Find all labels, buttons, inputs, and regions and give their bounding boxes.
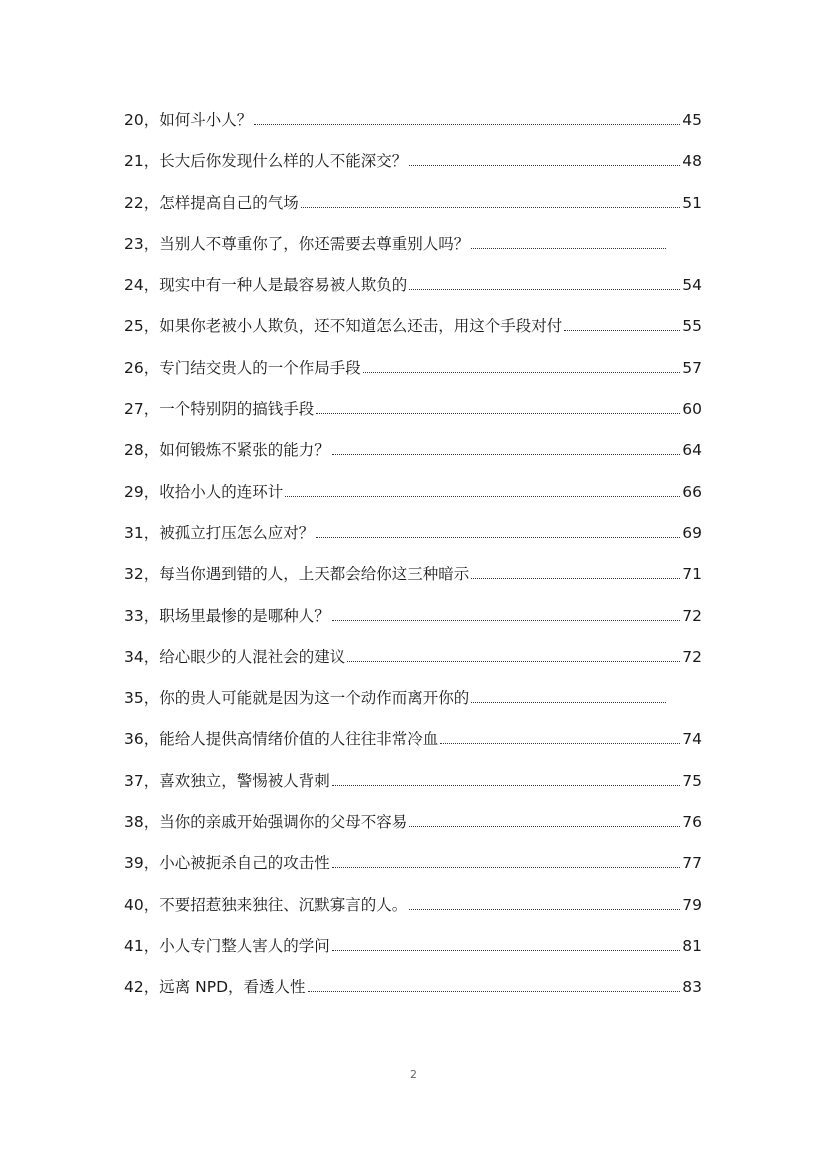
toc-entry-title: 42，远离 NPD，看透人性: [124, 978, 306, 997]
dot-leader: [254, 124, 680, 125]
toc-entry-page: 75: [682, 771, 702, 790]
toc-entry-page: 66: [682, 482, 702, 501]
dot-leader: [316, 413, 680, 414]
toc-entry-title: 37，喜欢独立，警惕被人背刺: [124, 771, 330, 790]
toc-entry-title: 21，长大后你发现什么样的人不能深交？: [124, 152, 408, 171]
toc-entry[interactable]: [124, 893, 702, 934]
toc-entry[interactable]: [124, 604, 702, 645]
dot-leader: [471, 248, 666, 249]
toc-entry-title: 20，如何斗小人？: [124, 111, 253, 129]
toc-entry-title: 41，小人专门整人害人的学问: [124, 936, 330, 955]
dot-leader: [285, 496, 680, 497]
toc-entry-title: 36，能给人提供高情绪价值的人往往非常冷血: [124, 730, 439, 749]
toc-entry-page: 77: [682, 854, 702, 873]
toc-entry-title: 28，如何锻炼不紧张的能力？: [124, 441, 330, 460]
toc-entry[interactable]: [124, 810, 702, 851]
dot-leader: [440, 743, 680, 744]
dot-leader: [347, 661, 680, 662]
toc-entry[interactable]: [124, 562, 702, 603]
toc-entry-title: 24，现实中有一种人是最容易被人欺负的: [124, 276, 408, 295]
dot-leader: [471, 702, 666, 703]
dot-leader: [332, 785, 681, 786]
toc-entry-page: 60: [682, 400, 702, 419]
dot-leader: [409, 826, 680, 827]
toc-entry-page: 69: [682, 523, 702, 542]
toc-entry-page: 48: [682, 152, 702, 171]
toc-entry-page: 83: [682, 978, 702, 997]
toc-entry-page: 54: [682, 276, 702, 295]
dot-leader: [409, 909, 680, 910]
toc-entry[interactable]: [124, 480, 702, 521]
toc-entry-page: 55: [682, 317, 702, 336]
toc-entry-title: 32，每当你遇到错的人，上天都会给你这三种暗示: [124, 565, 470, 584]
toc-entry-title: 22，怎样提高自己的气场: [124, 193, 299, 212]
toc-entry-title: 34，给心眼少的人混社会的建议: [124, 647, 346, 666]
toc-entry-page: 45: [682, 111, 702, 129]
dot-leader: [332, 620, 681, 621]
toc-entry[interactable]: [124, 438, 702, 479]
dot-leader: [409, 289, 680, 290]
toc-entry-title: 26，专门结交贵人的一个作局手段: [124, 358, 361, 377]
toc-entry[interactable]: [124, 108, 702, 149]
toc-entry-page: 71: [682, 565, 702, 584]
toc-entry[interactable]: [124, 521, 702, 562]
dot-leader: [316, 537, 680, 538]
toc-entry-page: 74: [682, 730, 702, 749]
toc-entry-title: 38，当你的亲戚开始强调你的父母不容易: [124, 813, 408, 832]
toc-entry-title: 23，当别人不尊重你了，你还需要去尊重别人吗？: [124, 234, 470, 253]
toc-entry-title: 29，收拾小人的连环计: [124, 482, 284, 501]
toc-entry[interactable]: [124, 356, 702, 397]
toc-entry[interactable]: [124, 851, 702, 892]
toc-entry-page: 72: [682, 647, 702, 666]
toc-entry-page: 72: [682, 606, 702, 625]
toc-entry-page: 76: [682, 813, 702, 832]
toc-entry[interactable]: [124, 149, 702, 190]
toc-entry-page: 57: [682, 358, 702, 377]
toc-entry[interactable]: [124, 686, 702, 727]
toc-entry-page: 51: [682, 193, 702, 212]
toc-entry[interactable]: [124, 191, 702, 232]
toc-entry-title: 27，一个特别阴的搞钱手段: [124, 400, 315, 419]
toc-entry-title: 33，职场里最惨的是哪种人？: [124, 606, 330, 625]
dot-leader: [471, 578, 680, 579]
dot-leader: [308, 991, 681, 992]
toc-entry-title: 25，如果你老被小人欺负，还不知道怎么还击，用这个手段对付: [124, 317, 563, 336]
toc-entry[interactable]: [124, 273, 702, 314]
table-of-contents: [124, 108, 702, 1017]
dot-leader: [564, 330, 680, 331]
toc-entry[interactable]: [124, 232, 702, 273]
toc-entry-title: 35，你的贵人可能就是因为这一个动作而离开你的: [124, 689, 470, 708]
dot-leader: [409, 165, 680, 166]
dot-leader: [332, 950, 681, 951]
toc-entry[interactable]: [124, 314, 702, 355]
toc-entry-page: 64: [682, 441, 702, 460]
dot-leader: [332, 867, 681, 868]
toc-entry-title: 40，不要招惹独来独往、沉默寡言的人。: [124, 895, 408, 914]
toc-entry-title: 39，小心被扼杀自己的攻击性: [124, 854, 330, 873]
toc-entry[interactable]: [124, 769, 702, 810]
dot-leader: [363, 372, 681, 373]
toc-entry-page: 79: [682, 895, 702, 914]
dot-leader: [332, 454, 681, 455]
toc-entry[interactable]: [124, 975, 702, 1016]
toc-entry[interactable]: [124, 645, 702, 686]
dot-leader: [301, 207, 681, 208]
toc-entry[interactable]: [124, 727, 702, 768]
toc-entry-title: 31，被孤立打压怎么应对？: [124, 523, 315, 542]
toc-entry-page: 81: [682, 936, 702, 955]
toc-entry[interactable]: [124, 934, 702, 975]
toc-entry[interactable]: [124, 397, 702, 438]
page-number: 2: [410, 1068, 417, 1081]
